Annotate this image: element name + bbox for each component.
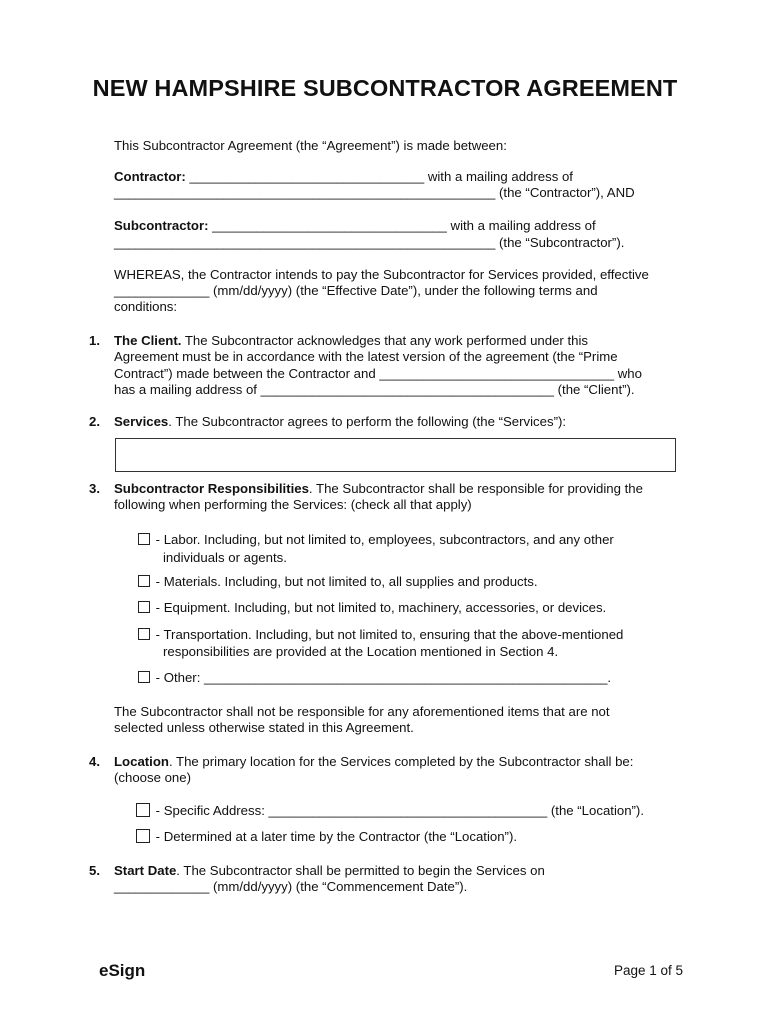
subcontractor-address-blank: ____________________________________________________ (the “Subcontractor”).: [114, 235, 625, 250]
section-5-line-2: _____________ (mm/dd/yyyy) (the “Commencement Date”).: [114, 879, 468, 894]
page-number: Page 1 of 5: [614, 963, 684, 978]
services-input-box[interactable]: [115, 438, 676, 472]
whereas-line-1: WHEREAS, the Contractor intends to pay the Subcontractor for Services provided, effective: [114, 267, 649, 282]
section-5-number: 5.: [89, 863, 100, 878]
section-3-note-2: selected unless otherwise stated in this Agreement.: [114, 720, 414, 735]
option-specific-address: - Specific Address: ______________________________________ (the “Location”).: [136, 803, 644, 819]
intro-text: This Subcontractor Agreement (the “Agreement”) is made between:: [114, 138, 507, 153]
other-checkbox[interactable]: [138, 671, 150, 683]
section-4-number: 4.: [89, 754, 100, 769]
equipment-checkbox[interactable]: [138, 601, 150, 613]
section-2-heading: Services: [114, 414, 169, 429]
option-materials: - Materials. Including, but not limited to, all supplies and products.: [138, 574, 538, 590]
option-transportation-cont: responsibilities are provided at the Location mentioned in Section 4.: [163, 644, 559, 659]
section-3-note-1: The Subcontractor shall not be responsible for any aforementioned items that are not: [114, 704, 610, 719]
option-later-location: - Determined at a later time by the Contractor (the “Location”).: [136, 829, 517, 845]
subcontractor-line-1: [114, 218, 596, 234]
section-3-number: 3.: [89, 481, 100, 496]
section-1-number: 1.: [89, 333, 100, 348]
section-3-line-2: following when performing the Services: (check all that apply): [114, 497, 472, 512]
option-transportation: - Transportation. Including, but not limited to, ensuring that the above-mentioned: [138, 627, 623, 643]
option-equipment: - Equipment. Including, but not limited to, machinery, accessories, or devices.: [138, 600, 606, 616]
section-1-line-1: The Client. The Subcontractor acknowledges that any work performed under this: [114, 333, 588, 348]
esign-logo: eSign: [99, 961, 146, 980]
section-1-line-2: Agreement must be in accordance with the latest version of the agreement (the “Prime: [114, 349, 618, 364]
section-5-line-1: Start Date. The Subcontractor shall be permitted to begin the Services on: [114, 863, 545, 878]
contractor-address-blank: ____________________________________________________ (the “Contractor”), AND: [114, 185, 635, 200]
transportation-checkbox[interactable]: [138, 628, 150, 640]
option-other: - Other: _______________________________________________________.: [138, 670, 611, 686]
section-3-heading: Subcontractor Responsibilities: [114, 481, 309, 496]
document-title: NEW HAMPSHIRE SUBCONTRACTOR AGREEMENT: [92, 75, 678, 101]
contractor-label: Contractor:: [114, 169, 186, 184]
section-1-line-3: Contract”) made between the Contractor and ________________________________ who: [114, 366, 642, 381]
specific-address-checkbox[interactable]: [136, 803, 150, 817]
subcontractor-label: Subcontractor:: [114, 218, 209, 233]
section-4-line-2: (choose one): [114, 770, 191, 785]
section-2-line-1: Services. The Subcontractor agrees to perform the following (the “Services”):: [114, 414, 567, 429]
option-labor-cont: individuals or agents.: [163, 550, 287, 565]
option-labor: - Labor. Including, but not limited to, employees, subcontractors, and any other: [138, 532, 614, 548]
section-5-heading: Start Date: [114, 863, 177, 878]
materials-checkbox[interactable]: [138, 575, 150, 587]
section-4-line-1: Location. The primary location for the Services completed by the Subcontractor shall be:: [114, 754, 634, 769]
section-1-heading: The Client.: [114, 333, 182, 348]
section-4-heading: Location: [114, 754, 169, 769]
section-2-number: 2.: [89, 414, 100, 429]
whereas-line-2: _____________ (mm/dd/yyyy) (the “Effective Date”), under the following terms and: [114, 283, 598, 298]
section-1-line-4: has a mailing address of ________________________________________ (the “Client”).: [114, 382, 635, 397]
whereas-line-3: conditions:: [114, 299, 178, 314]
later-location-checkbox[interactable]: [136, 829, 150, 843]
contractor-line-1: [114, 169, 573, 185]
section-3-line-1: Subcontractor Responsibilities. The Subcontractor shall be responsible for providing the: [114, 481, 643, 496]
labor-checkbox[interactable]: [138, 533, 150, 545]
contractor-name-blank: ________________________________ with a mailing address of: [185, 169, 573, 184]
subcontractor-name-blank: ________________________________ with a mailing address of: [208, 218, 596, 233]
